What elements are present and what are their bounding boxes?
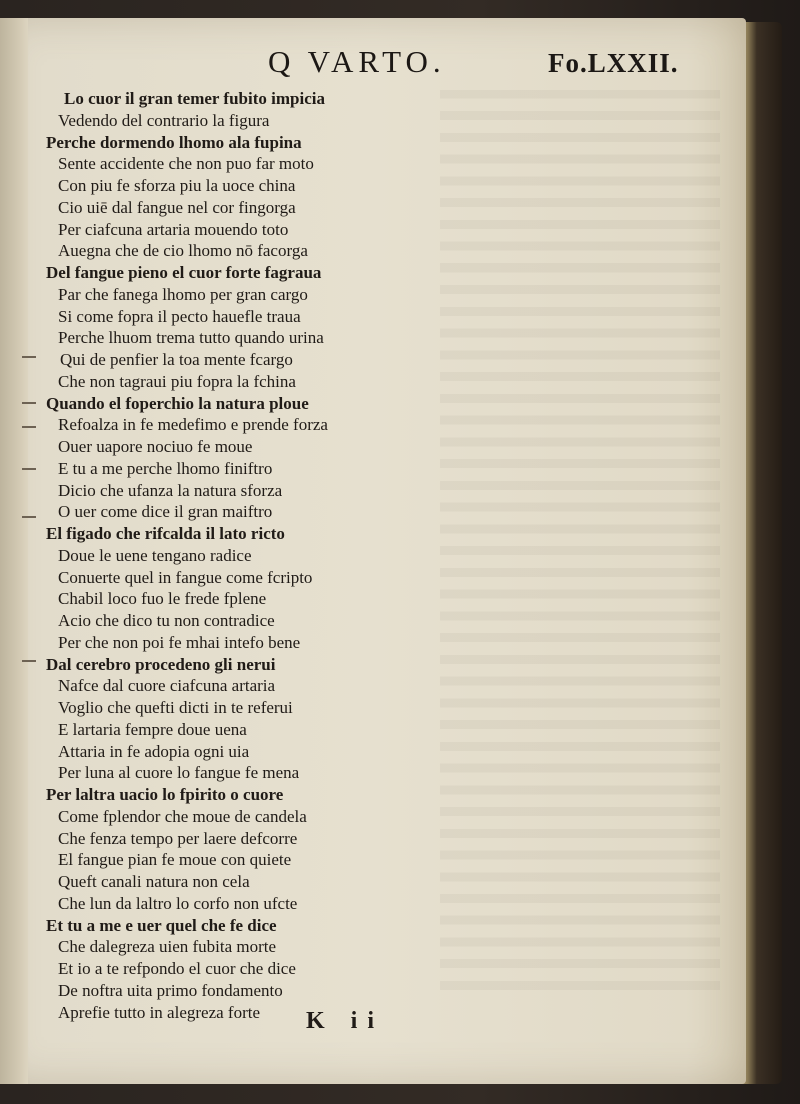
verse-line: E lartaria fempre doue uena xyxy=(58,719,247,739)
verse-line: Che lun da laltro lo corfo non ufcte xyxy=(58,893,298,913)
verse-line: El fangue pian fe moue con quiete xyxy=(58,850,292,870)
verse-line: Acio che dico tu non contradice xyxy=(58,611,275,630)
margin-mark xyxy=(22,516,36,518)
verse-line: Perche lhuom trema tutto quando urina xyxy=(58,328,324,348)
verse-line: Sente accidente che non puo far moto xyxy=(58,154,314,174)
verse-line: Conuerte quel in fangue come fcripto xyxy=(58,567,313,587)
verse-line: De noftra uita primo fondamento xyxy=(58,980,283,1000)
verse-line: Per ciafcuna artaria mouendo toto xyxy=(58,219,289,239)
verse-line: El figado che rifcalda il lato ricto xyxy=(46,524,285,543)
verse-line: Per laltra uacio lo fpirito o cuore xyxy=(46,785,284,804)
verse-line: Del fangue pieno el cuor forte fagraua xyxy=(46,263,322,282)
margin-mark xyxy=(22,402,36,404)
verse-line: Auegna che de cio lhomo nō facorga xyxy=(58,241,308,261)
verse-line: Con piu fe sforza piu la uoce china xyxy=(58,176,296,195)
verse-line: Chabil loco fuo le frede fplene xyxy=(58,589,267,609)
folio-number: Fo.LXXII. xyxy=(548,48,679,78)
margin-mark xyxy=(22,356,36,358)
verse-line: O uer come dice il gran maiftro xyxy=(58,502,273,522)
verse-line: Et io a te refpondo el cuor che dice xyxy=(58,959,296,978)
verse-line: Si come fopra il pecto hauefle traua xyxy=(58,306,301,326)
verse-line: Che non tagraui piu fopra la fchina xyxy=(58,371,296,391)
verse-line: Dicio che ufanza la natura sforza xyxy=(58,480,283,500)
bleed-through-text xyxy=(440,90,720,990)
margin-mark xyxy=(22,426,36,428)
verse-line: Refoalza in fe medefimo e prende forza xyxy=(58,415,328,435)
verse-line: Attaria in fe adopia ogni uia xyxy=(58,741,250,761)
verse-line: Cio uiē dal fangue nel cor fingorga xyxy=(58,197,296,217)
verse-line: Lo cuor il gran temer fubito impicia xyxy=(64,89,325,108)
verse-line: E tu a me perche lhomo finiftro xyxy=(58,458,273,478)
verse-line: Che dalegreza uien fubita morte xyxy=(58,937,277,957)
page-header xyxy=(0,44,746,84)
verse-line: Quando el foperchio la natura ploue xyxy=(46,393,309,413)
verse-column xyxy=(46,88,446,1023)
verse-line: Qui de penfier la toa mente fcargo xyxy=(60,350,293,369)
verse-line: Voglio che quefti dicti in te referui xyxy=(58,698,293,717)
verse-line: Vedendo del contrario la figura xyxy=(58,110,270,130)
verse-line: Ouer uapore nociuo fe moue xyxy=(58,437,253,456)
verse-line: Perche dormendo lhomo ala fupina xyxy=(46,132,302,152)
verse-line: Aprefie tutto in alegreza forte xyxy=(58,1002,261,1022)
verse-line: Queft canali natura non cela xyxy=(58,872,250,891)
verse-line: Par che fanega lhomo per gran cargo xyxy=(58,284,308,304)
signature-mark: K ii xyxy=(306,1008,385,1034)
margin-marks xyxy=(22,340,42,660)
verse-line: Come fplendor che moue de candela xyxy=(58,806,307,826)
verse-line: Che fenza tempo per laere defcorre xyxy=(58,828,298,848)
margin-mark xyxy=(22,660,36,662)
verse-line: Per luna al cuore lo fangue fe mena xyxy=(58,763,300,783)
verse-line: Nafce dal cuore ciafcuna artaria xyxy=(58,676,276,696)
verse-line: Et tu a me e uer quel che fe dice xyxy=(46,915,277,935)
verse-line: Dal cerebro procedeno gli nerui xyxy=(46,654,276,674)
margin-mark xyxy=(22,468,36,470)
verse-line: Doue le uene tengano radice xyxy=(58,545,252,565)
verse-line: Per che non poi fe mhai intefo bene xyxy=(58,632,301,652)
running-title: Q VARTO. xyxy=(268,44,446,79)
